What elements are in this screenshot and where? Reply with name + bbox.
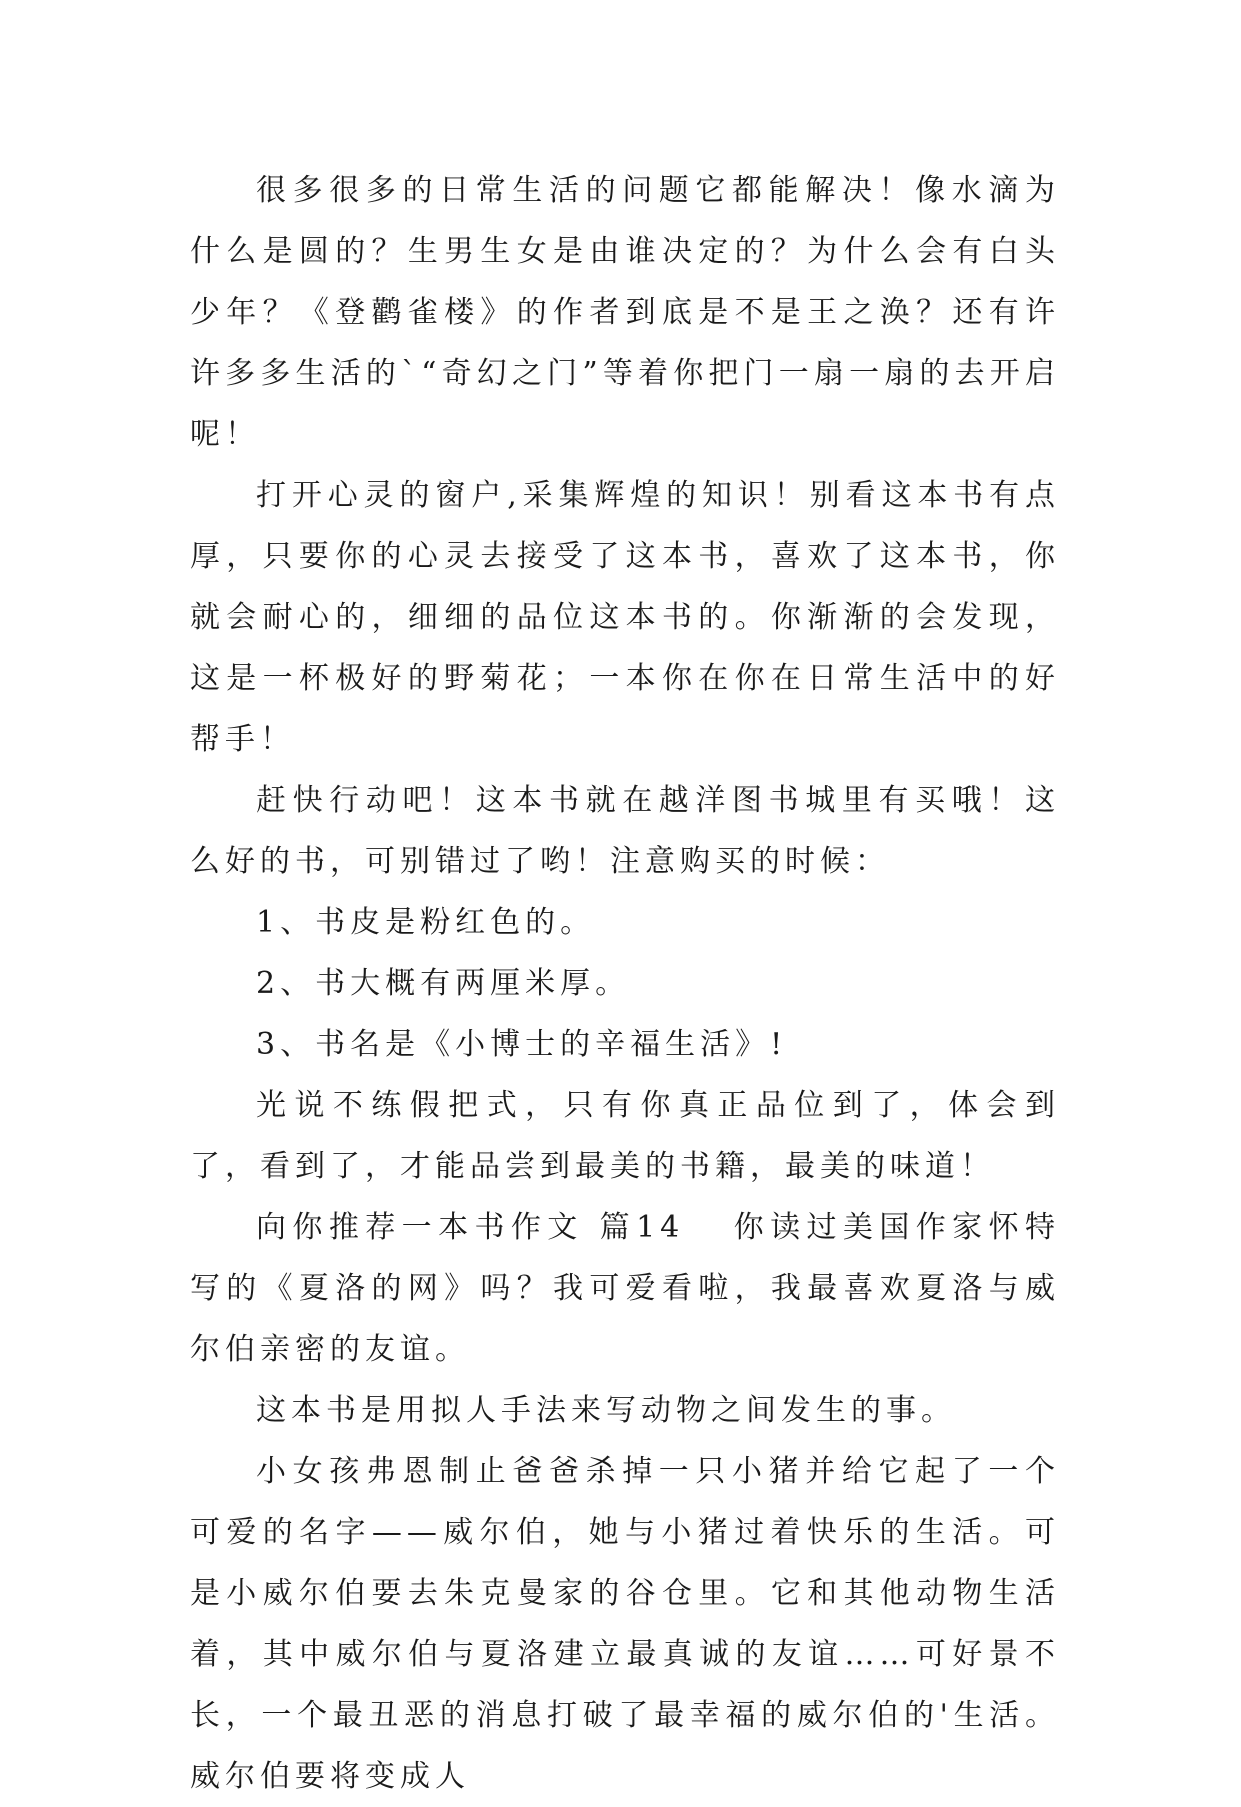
- paragraph: 小女孩弗恩制止爸爸杀掉一只小猪并给它起了一个可爱的名字——威尔伯，她与小猪过着快乐的生活。可是小威尔伯要去朱克曼家的谷仓里。它和其他动物生活着，其中威尔伯与夏洛建立最真诚的友谊……可好景不长，一个最丑恶的消息打破了最幸福的威尔伯的'生活。威尔伯要将变成人: [190, 1454, 1060, 1794]
- list-item: 1、书皮是粉红色的。: [256, 905, 596, 940]
- list-item: 3、书名是《小博士的辛福生活》!: [256, 1027, 788, 1062]
- essay-title: 向你推荐一本书作文 篇14: [256, 1210, 685, 1245]
- essay-intro: 你读过美国作家怀特写的《夏洛的网》吗？我可爱看啦，我最喜欢夏洛与威尔伯亲密的友谊。: [190, 1210, 1060, 1367]
- paragraph: 打开心灵的窗户,采集辉煌的知识！别看这本书有点厚，只要你的心灵去接受了这本书，喜欢了这本书，你就会耐心的，细细的品位这本书的。你渐渐的会发现，这是一杯极好的野菊花；一本你在你在日常生活中的好帮手！: [190, 478, 1060, 757]
- paragraph: 这本书是用拟人手法来写动物之间发生的事。: [256, 1393, 956, 1428]
- paragraph: 光说不练假把式，只有你真正品位到了，体会到了，看到了，才能品尝到最美的书籍，最美的味道！: [190, 1088, 1060, 1184]
- paragraph: 赶快行动吧！这本书就在越洋图书城里有买哦！这么好的书，可别错过了哟！注意购买的时候：: [190, 783, 1060, 879]
- list-item: 2、书大概有两厘米厚。: [256, 966, 631, 1001]
- document-body: [190, 160, 1060, 1807]
- paragraph: 很多很多的日常生活的问题它都能解决！像水滴为什么是圆的？生男生女是由谁决定的？为什么会有白头少年？《登鹳雀楼》的作者到底是不是王之涣？还有许许多多生活的`“奇幻之门”等着你把门一扇一扇的去开启呢！: [190, 173, 1060, 452]
- essay-heading-paragraph: [190, 1197, 1060, 1380]
